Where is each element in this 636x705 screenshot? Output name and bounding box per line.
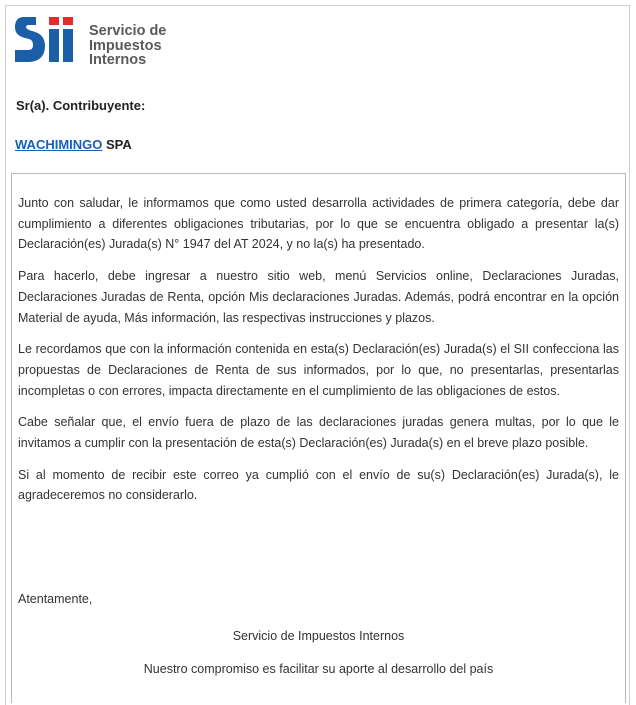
sii-logo: [14, 15, 184, 69]
signature-org: Servicio de Impuestos Internos: [232, 629, 405, 643]
paragraph-3: Le recordamos que con la información contenida en esta(s) Declaración(es) Jurada(s) el SII confecciona las propuestas de Declaraciones de Renta de sus informados, por lo que, no presentarlas, presentarlas incompletas o con errores, impacta directamente en el cumplimiento de las obligaciones de estos.: [18, 342, 619, 398]
paragraph-2: Para hacerlo, debe ingresar a nuestro sitio web, menú Servicios online, Declaraciones Juradas, Declaraciones Juradas de Renta, opción Mis declaraciones Juradas. Además, podrá encontrar en la opción Material de ayuda, Más información, las respectivas instrucciones y plazos.: [18, 269, 619, 325]
paragraph-1: Junto con saludar, le informamos que como usted desarrolla actividades de primera categoría, debe dar cumplimiento a diferentes obligaciones tributarias, por lo que se encuentra obligado a presentar la(s) Declaración(es) Jurada(s) N° 1947 del AT 2024, y no la(s) ha presentado.: [18, 196, 619, 252]
message-box: [11, 173, 626, 703]
company-line: [15, 137, 132, 152]
paragraph-5: Si al momento de recibir este correo ya cumplió con el envío de su(s) Declaración(es) Jurada(s), le agradeceremos no considerarlo.: [18, 467, 619, 503]
signature-motto: Nuestro compromiso es facilitar su aporte al desarrollo del país: [143, 662, 494, 676]
logo-line-1: Servicio de: [89, 23, 167, 39]
company-suffix: SPA: [102, 137, 132, 152]
company-link[interactable]: WACHIMINGO: [15, 137, 103, 152]
message-body: [18, 193, 619, 517]
paragraph-4: Cabe señalar que, el envío fuera de plazo de las declaraciones juradas genera multas, por lo que le invitamos a cumplir con la presentación de esta(s) Declaración(es) Jurada(s) en el breve plazo posible.: [18, 415, 619, 451]
logo-line-2: Impuestos: [89, 37, 162, 54]
sii-logo-mark-icon: [14, 15, 76, 69]
salutation: Sr(a). Contribuyente:: [16, 98, 146, 113]
closing: Atentamente,: [18, 592, 93, 606]
logo-line-3: Internos: [89, 52, 147, 68]
logo-wordmark: [89, 24, 166, 68]
